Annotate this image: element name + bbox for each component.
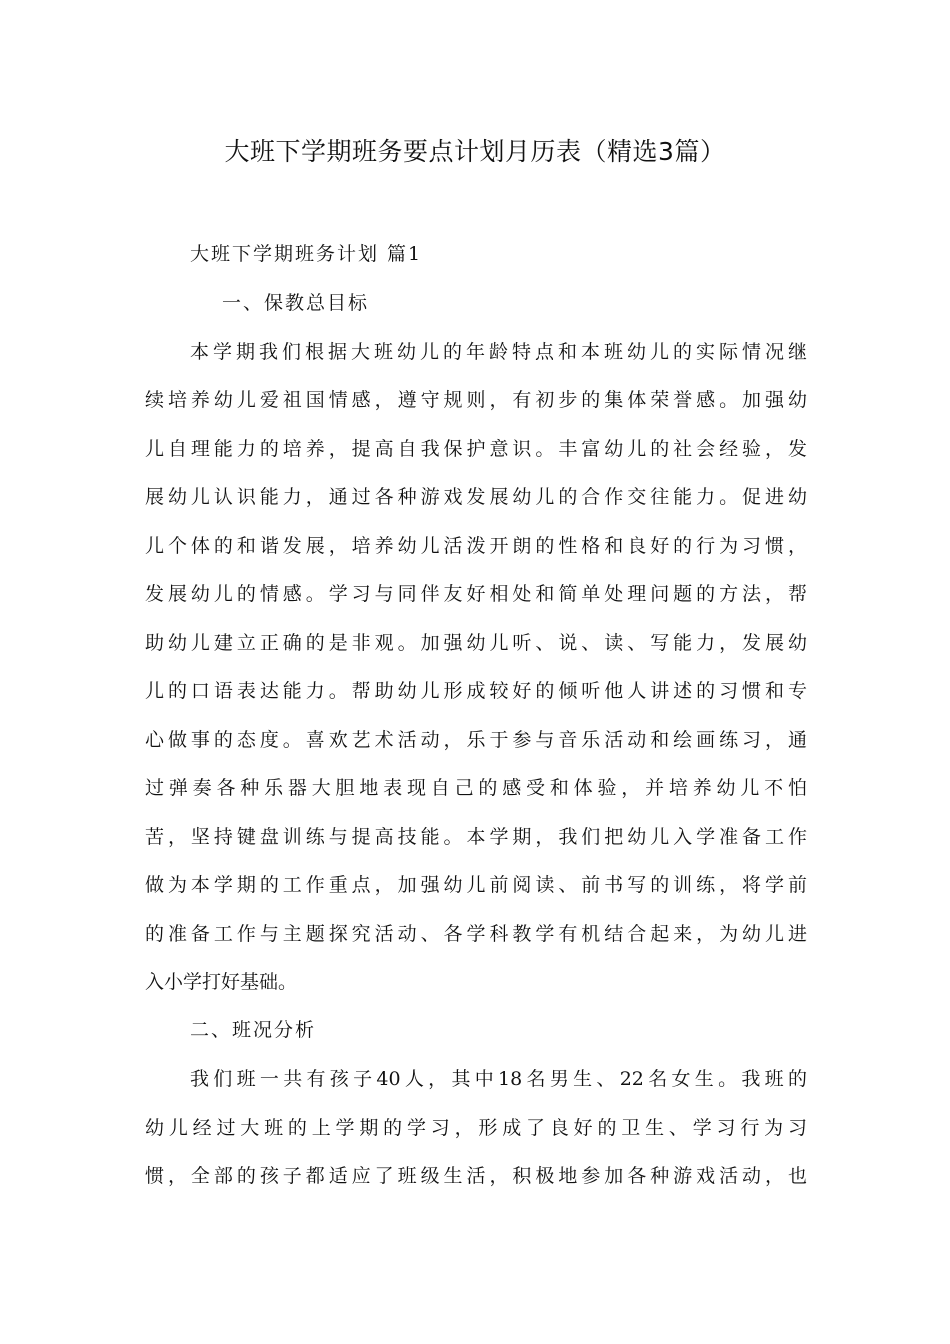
document-title: 大班下学期班务要点计划月历表（精选3篇） <box>224 137 726 166</box>
heading-goals: 一、保教总目标 <box>222 292 370 314</box>
paragraph-line: 儿个体的和谐发展，培养幼儿活泼开朗的性格和良好的行为习惯， <box>145 535 807 557</box>
paragraph-line: 助幼儿建立正确的是非观。加强幼儿听、说、读、写能力，发展幼 <box>145 632 807 654</box>
paragraph-line: 的准备工作与主题探究活动、各学科教学有机结合起来，为幼儿进 <box>145 923 807 945</box>
paragraph-line: 心做事的态度。喜欢艺术活动，乐于参与音乐活动和绘画练习，通 <box>145 729 807 751</box>
paragraph-line: 苦，坚持键盘训练与提高技能。本学期，我们把幼儿入学准备工作 <box>145 826 807 848</box>
paragraph-line: 入小学打好基础。 <box>145 971 298 993</box>
paragraph-line: 过弹奏各种乐器大胆地表现自己的感受和体验，并培养幼儿不怕 <box>145 777 807 799</box>
paragraph-line: 续培养幼儿爱祖国情感，遵守规则，有初步的集体荣誉感。加强幼 <box>145 389 807 411</box>
paragraph-line: 儿的口语表达能力。帮助幼儿形成较好的倾听他人讲述的习惯和专 <box>145 680 807 702</box>
paragraph-line: 做为本学期的工作重点，加强幼儿前阅读、前书写的训练，将学前 <box>145 874 807 896</box>
paragraph-line: 儿自理能力的培养，提高自我保护意识。丰富幼儿的社会经验，发 <box>145 438 807 460</box>
paragraph-line: 发展幼儿的情感。学习与同伴友好相处和简单处理问题的方法，帮 <box>145 583 807 605</box>
paragraph-line: 我们班一共有孩子40人，其中18名男生、22名女生。我班的 <box>190 1068 807 1090</box>
paragraph-line: 展幼儿认识能力，通过各种游戏发展幼儿的合作交往能力。促进幼 <box>145 486 807 508</box>
section-title: 大班下学期班务计划 篇1 <box>190 243 423 265</box>
paragraph-line: 幼儿经过大班的上学期的学习，形成了良好的卫生、学习行为习 <box>145 1117 807 1139</box>
heading-class-analysis: 二、班况分析 <box>190 1019 317 1041</box>
paragraph-line: 本学期我们根据大班幼儿的年龄特点和本班幼儿的实际情况继 <box>190 341 807 363</box>
paragraph-line: 惯，全部的孩子都适应了班级生活，积极地参加各种游戏活动，也 <box>145 1165 807 1187</box>
